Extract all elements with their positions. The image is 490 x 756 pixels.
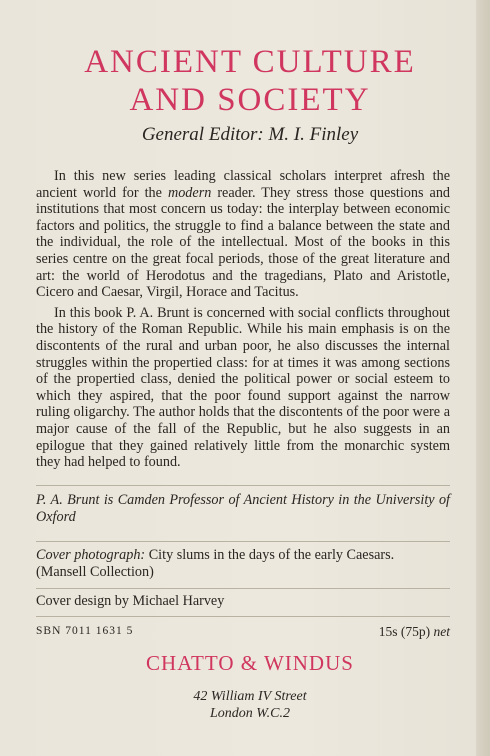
blurb-paragraph-2: In this book P. A. Brunt is concerned with social conflicts throughout the history of the Roman Republic. While his main emphasis is on the discontents of the rural and urban poor, he also discusses the internal struggles within the propertied class: for at times it was among sections of the propertied class, denied the political power or social esteem to which they aspired, that the poor found support against the narrow ruling oligarchy. The author holds that the discontents of the poor were a major cause of the fall of the Republic, but he also suggests in an epilogue that they gained relatively little from the monarchic system they had helped to found. — [36, 304, 450, 471]
page-edge — [476, 0, 490, 756]
blurb-paragraph-1 — [36, 168, 450, 301]
divider — [36, 588, 450, 589]
price-amount: 15s (75p) — [378, 624, 434, 639]
cover-photo-text: City slums in the days of the early Caesars. — [145, 547, 395, 563]
divider — [36, 541, 450, 542]
blurb — [36, 168, 450, 471]
blurb-p1-start: In this new series leading classical scholars interpret afresh the ancient world for the — [36, 168, 450, 201]
blurb-p1-emphasis: modern — [167, 184, 212, 201]
sbn-number: SBN 7011 1631 5 — [36, 625, 134, 637]
divider — [36, 485, 450, 486]
series-title-line1: ANCIENT CULTURE — [84, 44, 416, 80]
price-net: net — [433, 624, 450, 639]
price — [379, 624, 450, 640]
author-note: P. A. Brunt is Camden Professor of Ancient History in the University of Oxford — [36, 492, 450, 525]
divider — [36, 616, 450, 617]
blurb-p1-end: reader. They stress those questions and institutions that most concern us today: the interplay between economic factors and politics, the struggle to find a balance between the state and the individual, the role of the intellectual. Most of the books in this series centre on the great focal periods, those of the great literature and art: the world of Herodotus and the tragedians, Plato and Aristotle, Cicero and Caesar, Virgil, Horace and Tacitus. — [36, 184, 451, 301]
cover-design-credit: Cover design by Michael Harvey — [36, 593, 225, 609]
publisher-name: CHATTO & WINDUS — [146, 651, 354, 675]
cover-photo-source: (Mansell Collection) — [36, 564, 154, 580]
series-title-line2: AND SOCIETY — [129, 82, 371, 118]
cover-photo-label: Cover photograph: — [36, 547, 146, 563]
cover-photo-credit — [36, 547, 450, 581]
publisher-address — [40, 688, 460, 722]
address-line-1: 42 William IV Street — [193, 689, 307, 704]
address-line-2: London W.C.2 — [209, 706, 290, 721]
general-editor: General Editor: M. I. Finley — [141, 124, 359, 145]
